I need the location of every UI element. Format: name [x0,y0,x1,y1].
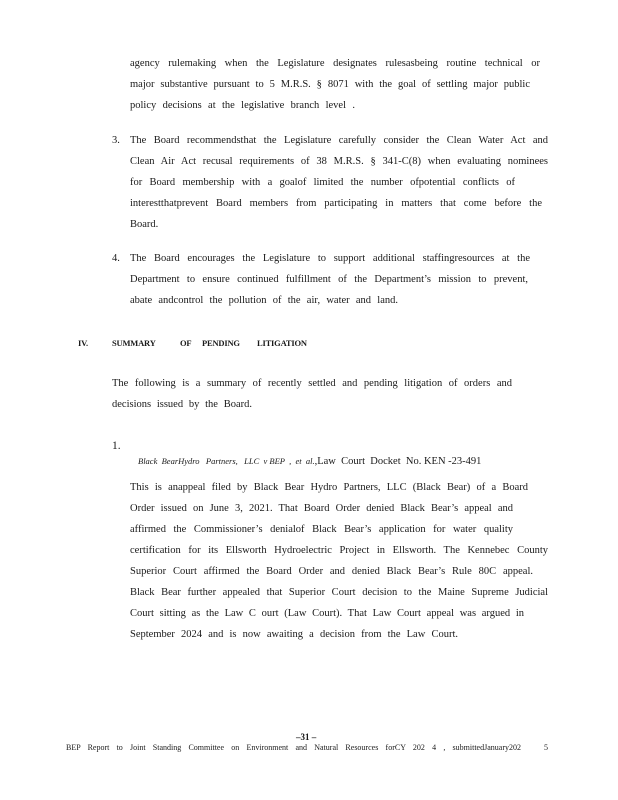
paragraph-line: Clean Air Act recusal requirements of 38 M.R.S. § 341-C(8) when evaluating nominees [130,156,548,167]
paragraph-line: Department to ensure continued fulfillment of the Department’s mission to prevent, [130,274,528,285]
paragraph-line: Superior Court affirmed the Board Order and denied Black Bear’s Rule 80C appeal. [130,566,533,577]
case-docket: ,Law Court Docket No. KEN -23-491 [314,456,482,467]
paragraph-line: policy decisions at the legislative branch level . [130,100,355,111]
paragraph-line: Order issued on June 3, 2021. That Board Order denied Black Bear’s appeal and [130,503,513,514]
case-heading [130,439,530,469]
section-heading-word: PENDING [202,338,240,348]
list-number: 4. [112,253,120,264]
paragraph-line: This is anappeal filed by Black Bear Hydro Partners, LLC (Black Bear) of a Board [130,482,528,493]
footer-trailing: 5 [544,743,548,752]
paragraph-line: abate andcontrol the pollution of the air, water and land. [130,295,398,306]
paragraph-line: The following is a summary of recently settled and pending litigation of orders and [112,378,512,389]
page-number: –31 – [296,732,317,742]
paragraph-line: affirmed the Commissioner’s denialof Black Bear’s application for water quality [130,524,513,535]
section-heading-word: OF [180,338,192,348]
paragraph-line: decisions issued by the Board. [112,399,252,410]
paragraph-line: interestthatprevent Board members from participating in matters that come before the [130,198,542,209]
case-name: Black BearHydro Partners, LLC v BEP , et al. [138,456,315,466]
paragraph-line: The Board encourages the Legislature to support additional staffingresources at the [130,253,530,264]
footer-text: BEP Report to Joint Standing Committee on Environment and Natural Resources forCY 202 4 , submittedJanuary202 [66,743,521,752]
list-number: 1. [112,440,121,452]
paragraph-line: for Board membership with a goalof limited the number ofpotential conflicts of [130,177,515,188]
section-heading-word: SUMMARY [112,338,156,348]
paragraph-line: September 2024 and is now awaiting a decision from the Law Court. [130,629,458,640]
paragraph-line: The Board recommendsthat the Legislature carefully consider the Clean Water Act and [130,135,548,146]
paragraph-line: Court sitting as the Law C ourt (Law Court). That Law Court appeal was argued in [130,608,524,619]
paragraph-line: Black Bear further appealed that Superior Court decision to the Maine Supreme Judicial [130,587,548,598]
section-heading-word: LITIGATION [257,338,307,348]
section-numeral: IV. [78,338,88,348]
paragraph-line: certification for its Ellsworth Hydroelectric Project in Ellsworth. The Kennebec County [130,545,548,556]
list-number: 3. [112,135,120,146]
paragraph-line: Board. [130,219,159,230]
paragraph-line: major substantive pursuant to 5 M.R.S. § 8071 with the goal of settling major public [130,79,530,90]
paragraph-line: agency rulemaking when the Legislature designates rulesasbeing routine technical or [130,58,540,69]
